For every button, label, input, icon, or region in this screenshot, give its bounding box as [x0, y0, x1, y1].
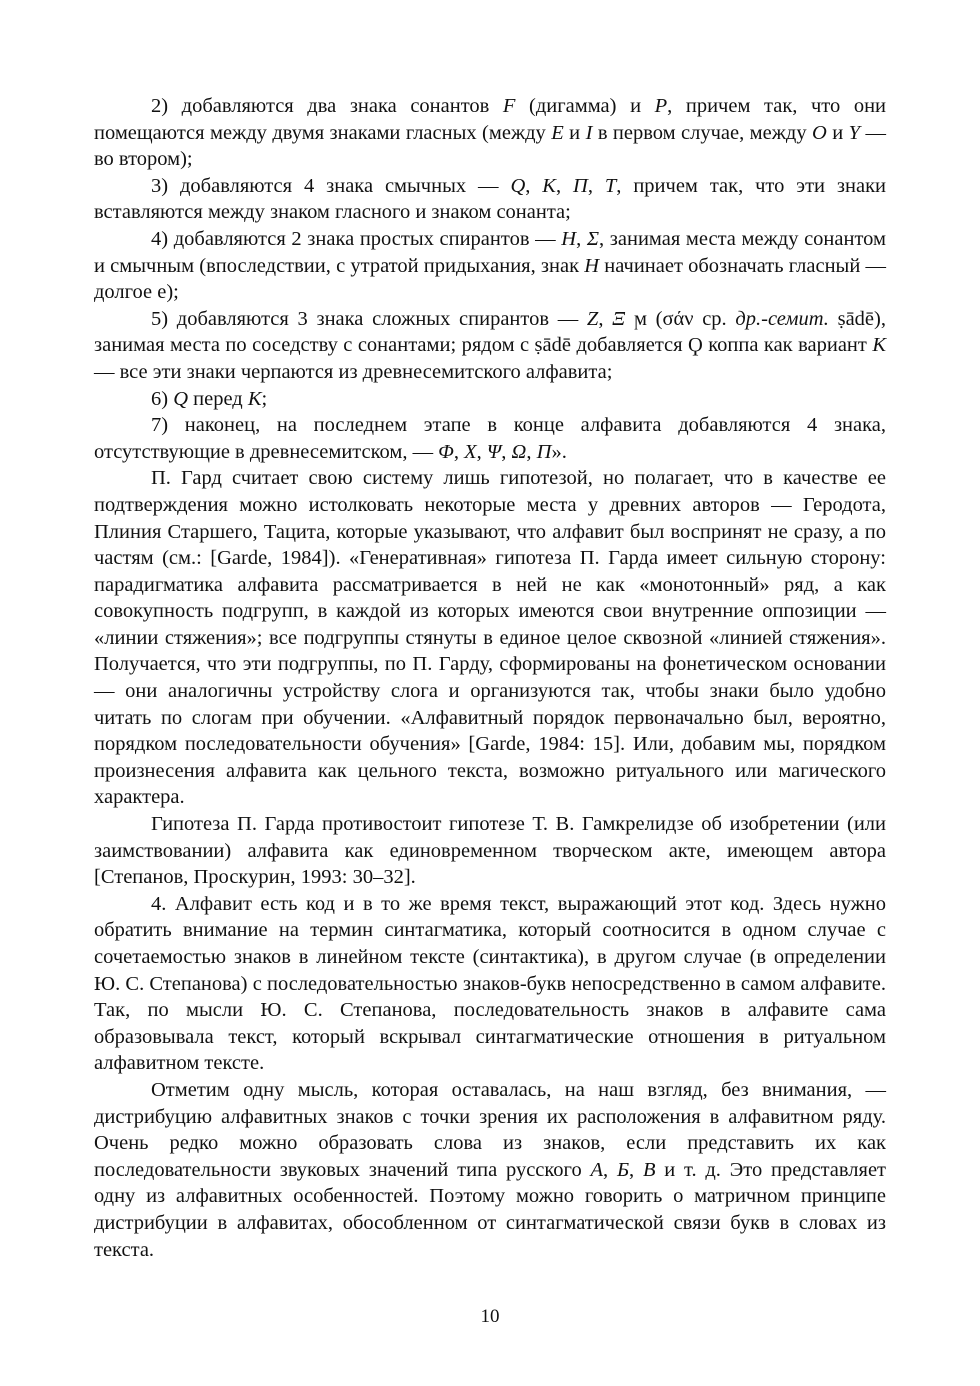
text-run: , — [525, 174, 543, 197]
italic-text: Q — [510, 174, 526, 197]
text-run: ṣādē), занимая места по соседству с сонантами; рядом с ṣādē добавляется Ϙ коппа как вариант — [94, 307, 886, 357]
text-run: , — [576, 227, 587, 250]
italic-text: K — [542, 174, 556, 197]
paragraph — [94, 465, 886, 811]
paragraph — [94, 386, 886, 413]
text-run: , — [598, 307, 613, 330]
text-run: — все эти знаки черпаются из древнесемитского алфавита; — [94, 360, 613, 383]
paragraph — [94, 93, 886, 173]
text-run: начинает обозначать гласный — долгое е); — [94, 254, 886, 304]
italic-text: T — [604, 174, 617, 197]
text-run: и т. д. Это представляет одну из алфавитных особенностей. Поэтому можно говорить о матричном принципе дистрибуции в алфавитах, обособленном от синтагматической связи букв в словах из текста. — [94, 1158, 886, 1261]
italic-text: I — [585, 121, 593, 144]
text-run: Отметим одну мысль, которая оставалась, на наш взгляд, без внимания, — дистрибуцию алфавитных знаков с точки зрения их расположения в алфавитном ряду. Очень редко можно образовать слова из знаков, если представить их как последовательности звуковых значений типа русского — [94, 1078, 886, 1181]
italic-text: В — [642, 1158, 656, 1181]
italic-text: H — [561, 227, 577, 250]
italic-text: Z — [586, 307, 599, 330]
text-run: , — [453, 440, 465, 463]
text-run: Гипотеза П. Гарда противостоит гипотезе Т. В. Гамкрелидзе об изобретении (или заимствовании) алфавита как единовременном творческом акте, имеющем автора [Степанов, Проскурин, 1993: 30–32]. — [94, 813, 886, 889]
paragraph — [94, 412, 886, 465]
text-run: 3) добавляются 4 знака смычных — — [151, 174, 511, 197]
italic-text: F — [502, 95, 516, 117]
paragraph — [94, 173, 886, 226]
text-run: , — [476, 440, 487, 463]
text-run: (дигамма) и — [515, 95, 655, 117]
paragraph — [94, 226, 886, 306]
text-run: , причем так, что эти знаки вставляются между знаком гласного и знаком сонанта; — [94, 174, 887, 224]
text-run: и — [563, 121, 586, 144]
paragraph — [94, 811, 886, 891]
italic-text: K — [247, 387, 262, 410]
paragraph — [94, 306, 886, 386]
italic-text: Φ — [438, 440, 454, 463]
italic-text: O — [812, 121, 827, 144]
italic-text: E — [551, 121, 564, 144]
paragraph — [94, 891, 886, 1077]
italic-text: P — [654, 95, 668, 117]
italic-text: Ψ — [486, 440, 502, 463]
italic-text: Q — [173, 387, 189, 410]
text-run: , — [526, 440, 537, 463]
italic-text: Π — [573, 174, 588, 197]
text-run: 5) добавляются 3 знака сложных спирантов — — [151, 307, 587, 330]
italic-text: Y — [848, 121, 861, 144]
text-run: ; — [261, 387, 268, 410]
italic-text: А — [590, 1158, 604, 1181]
text-run: 4) добавляются 2 знака простых спирантов — — [151, 227, 562, 250]
italic-text: др.-семит. — [735, 307, 829, 330]
paragraph — [94, 1077, 886, 1263]
italic-text: Π — [536, 440, 552, 463]
text-run: , — [629, 1158, 643, 1181]
text-run: , занимая места между сонантом и смычным (впоследствии, с утратой придыхания, знак — [94, 227, 886, 277]
text-run: 6) — [151, 387, 174, 410]
text-run: , причем так, что они помещаются между двумя знаками гласных (между — [94, 95, 887, 144]
text-run: П. Гард считает свою систему лишь гипотезой, но полагает, что в качестве ее подтверждения можно истолковать некоторые места у древних авторов — Геродота, Плиния Старшего, Тацита, которые указывают, что алфавит был воспринят не сразу, а по частям (см.: [Garde, 1984]). «Генеративная» гипотеза П. Гарда имеет сильную сторону: парадигматика алфавита рассматривается в ней не как «монотонный» ряд, а как совокупность подгрупп, в каждой из которых имеются свои внутренние оппозиции — «линии стяжения»; все подгруппы стянуты в единое целое сквозной «линией стяжения». Получается, что эти подгруппы, по П. Гарду, сформированы на фонетическом основании — они аналогичны устройству слога и организуются так, чтобы знаки было удобно читать по слогам при обучении. «Алфавитный порядок первоначально был, вероятно, порядком последовательности обучения» [Garde, 1984: 15]. Или, добавим мы, порядком произнесения алфавита как цельного текста, возможно ритуального или магического характера. — [94, 467, 886, 809]
text-run: 2) добавляются два знака сонантов — [151, 95, 503, 117]
text-run: , — [501, 440, 512, 463]
page-number: 10 — [480, 1306, 500, 1327]
text-run: ». — [551, 440, 567, 463]
italic-text: Σ — [586, 227, 600, 250]
italic-text: X — [464, 440, 477, 463]
italic-text: Ω — [511, 440, 527, 463]
text-run: , — [555, 174, 574, 197]
italic-text: Б — [616, 1158, 630, 1181]
italic-text: K — [872, 334, 886, 357]
italic-text: H — [584, 254, 600, 277]
text-run: и — [826, 121, 849, 144]
text-run: перед — [188, 387, 248, 410]
text-run: 4. Алфавит есть код и в то же время текст, выражающий этот код. Здесь нужно обратить внимание на термин синтагматика, который соотносится в одном случае с сочетаемостью знаков в линейном тексте (синтактика), в другом случае (в определении Ю. С. Степанова) с последовательностью знаков-букв непосредственно в самом алфавите. Так, по мысли Ю. С. Степанова, последовательность знаков в алфавите сама образовывала текст, который вскрывал синтагматические отношения в ритуальном алфавитном тексте. — [94, 892, 886, 1075]
text-run: — во втором); — [94, 121, 887, 171]
page-body — [94, 93, 886, 1263]
text-run: , — [603, 1158, 617, 1181]
text-run: ϻ (σάν ср. — [625, 307, 736, 330]
italic-text: Ξ — [612, 307, 626, 330]
text-run: , — [587, 174, 605, 197]
text-run: в первом случае, между — [592, 121, 813, 144]
text-run: 7) наконец, на последнем этапе в конце алфавита добавляются 4 знака, отсутствующие в древнесемитском, — — [94, 414, 886, 463]
